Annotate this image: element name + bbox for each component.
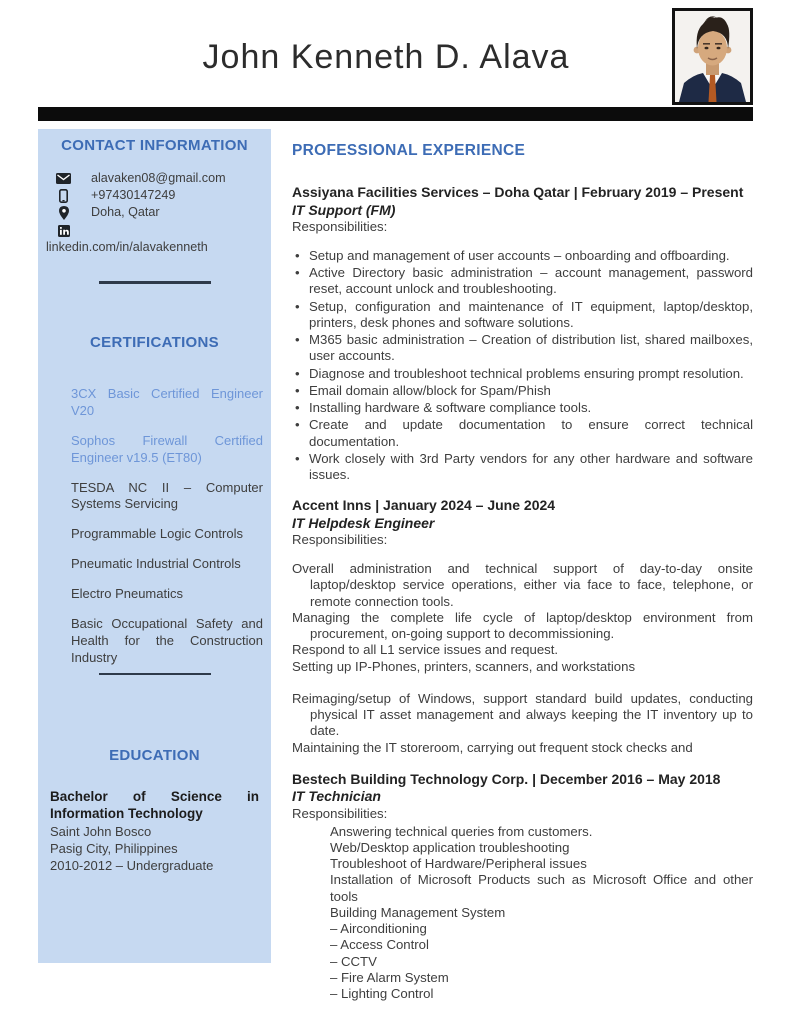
experience-line: – Access Control [330, 937, 429, 953]
education-block [38, 789, 271, 875]
responsibilities-label: Responsibilities: [292, 532, 388, 548]
phone-icon [56, 189, 71, 203]
contact-phone: +97430147249 [91, 188, 176, 203]
certification-item: TESDA NC II – Computer Systems Servicing [71, 479, 263, 512]
contact-location: Doha, Qatar [91, 205, 160, 220]
job-title: IT Technician [292, 788, 381, 805]
responsibilities-lines [292, 824, 753, 1003]
responsibilities-label: Responsibilities: [292, 805, 388, 821]
education-years: 2010-2012 – Undergraduate [50, 858, 214, 874]
sidebar-divider [99, 281, 211, 284]
job-bestech [292, 771, 753, 1003]
contact-linkedin: linkedin.com/in/alavakenneth [46, 240, 208, 255]
experience-line: Web/Desktop application troubleshooting [330, 840, 570, 856]
certifications-heading: CERTIFICATIONS [90, 333, 219, 351]
certification-item: Programmable Logic Controls [71, 526, 243, 542]
profile-photo [672, 8, 753, 105]
education-location: Pasig City, Philippines [50, 841, 178, 857]
bullet-item: • M365 basic administration – Creation of distribution list, shared mailboxes, user accounts. [292, 332, 753, 364]
experience-line: – Fire Alarm System [330, 969, 449, 985]
certification-item: Electro Pneumatics [71, 586, 183, 602]
bullet-item: • Active Directory basic administration – account management, password reset, account unlock and troubleshooting. [292, 265, 753, 297]
experience-line: – CCTV [330, 953, 377, 969]
education-degree: Bachelor of Science in Information Technology [50, 789, 259, 821]
experience-line: Answering technical queries from customers. [330, 823, 593, 839]
contact-location-row [56, 205, 271, 220]
bullet-item: • Create and update documentation to ensure correct technical documentation. [292, 417, 753, 449]
experience-paragraph: Respond to all L1 service issues and request. [292, 642, 559, 658]
professional-experience-heading: PROFESSIONAL EXPERIENCE [292, 142, 526, 159]
job-title: IT Support (FM) [292, 201, 396, 218]
bullet-item: • Work closely with 3rd Party vendors for any other hardware and software issues. [292, 451, 753, 483]
experience-line: Building Management System [330, 904, 506, 920]
location-pin-icon [56, 206, 71, 220]
responsibilities-list [292, 248, 753, 483]
experience-paragraph: Overall administration and technical support of day-to-day onsite laptop/desktop service operations, either via face to face, telephone, or remote connection tools. [292, 561, 753, 609]
responsibilities-paragraphs [292, 561, 753, 756]
experience-paragraph: Managing the complete life cycle of laptop/desktop environment from procurement, on-going support to decommissioning. [292, 609, 753, 642]
education-heading: EDUCATION [109, 747, 200, 765]
contact-email: alavaken08@gmail.com [91, 171, 226, 185]
experience-line: – Lighting Control [330, 986, 434, 1002]
bullet-item: • Email domain allow/block for Spam/Phish [292, 383, 753, 399]
experience-line: Troubleshoot of Hardware/Peripheral issues [330, 856, 587, 872]
linkedin-icon-row [56, 224, 271, 238]
linkedin-icon [56, 224, 71, 238]
person-name: John Kenneth D. Alava [202, 38, 570, 76]
bullet-item: • Diagnose and troubleshoot technical problems ensuring prompt resolution. [292, 366, 753, 382]
certification-item: Pneumatic Industrial Controls [71, 556, 241, 572]
certification-item: Basic Occupational Safety and Health for the Construction Industry [71, 615, 263, 665]
certification-item: Sophos Firewall Certified Engineer v19.5 (ET80) [71, 432, 263, 465]
experience-line: Installation of Microsoft Products such as Microsoft Office and other tools [330, 872, 753, 904]
experience-paragraph: Maintaining the IT storeroom, carrying out frequent stock checks and [292, 739, 693, 755]
contact-phone-row [56, 188, 271, 203]
bullet-item: • Setup and management of user accounts – onboarding and offboarding. [292, 248, 753, 264]
experience-paragraph: Setting up IP-Phones, printers, scanners, and workstations [292, 658, 636, 674]
header-divider-bar [38, 107, 753, 121]
job-company: Accent Inns | January 2024 – June 2024 [292, 497, 556, 514]
experience-paragraph: Reimaging/setup of Windows, support standard build updates, conducting physical IT asset management and always keeping the IT inventory up to date. [292, 690, 753, 739]
certification-item: 3CX Basic Certified Engineer V20 [71, 385, 263, 418]
certifications-list [38, 386, 271, 667]
contact-rows [56, 171, 271, 220]
responsibilities-label: Responsibilities: [292, 218, 388, 234]
contact-heading: CONTACT INFORMATION [61, 137, 248, 154]
bullet-item: • Installing hardware & software compliance tools. [292, 400, 753, 416]
bullet-item: • Setup, configuration and maintenance of IT equipment, laptop/desktop, printers, desk phones and software solutions. [292, 299, 753, 331]
contact-email-row [56, 171, 271, 186]
job-title: IT Helpdesk Engineer [292, 514, 435, 531]
education-school: Saint John Bosco [50, 823, 152, 839]
portrait-illustration [675, 11, 750, 102]
sidebar [38, 129, 271, 963]
envelope-icon [56, 172, 71, 186]
job-company: Assiyana Facilities Services – Doha Qatar | February 2019 – Present [292, 184, 744, 201]
job-accent-inns [292, 497, 753, 756]
main-content [292, 141, 753, 1002]
experience-line: – Airconditioning [330, 921, 427, 937]
sidebar-divider [99, 673, 211, 676]
job-company: Bestech Building Technology Corp. | December 2016 – May 2018 [292, 770, 721, 787]
job-assiyana [292, 184, 753, 483]
